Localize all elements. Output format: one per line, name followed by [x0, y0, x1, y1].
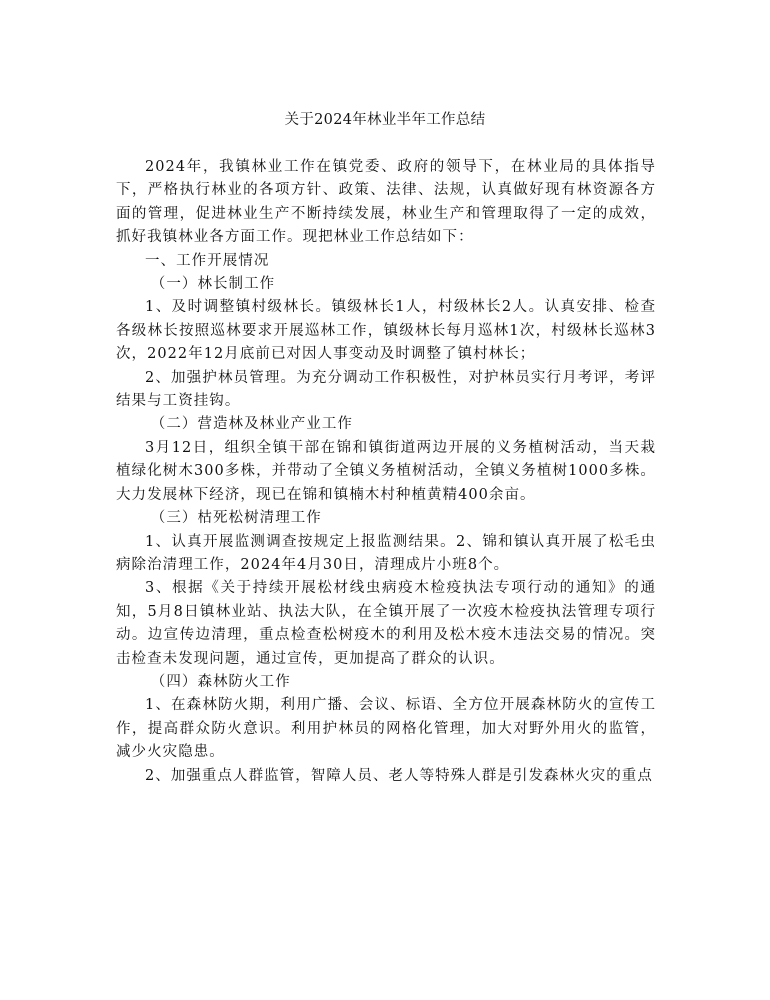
intro-paragraph: 2024年，我镇林业工作在镇党委、政府的领导下，在林业局的具体指导下，严格执行林业的各项方针、政策、法律、法规，认真做好现有林资源各方面的管理，促进林业生产不断持续发展，林业生产和管理取得了一定的成效，抓好我镇林业各方面工作。现把林业工作总结如下： — [116, 159, 656, 246]
subsection-heading-forest-chief: （一）林长制工作 — [150, 276, 276, 293]
section-heading-work-progress: 一、工作开展情况 — [145, 252, 270, 269]
paragraph-fire-prevention-2: 2、加强重点人群监管，智障人员、老人等特殊人群是引发森林火灾的重点 — [145, 767, 653, 784]
paragraph-dead-pine-2: 3、根据《关于持续开展松材线虫病疫木检疫执法专项行动的通知》的通知，5月8日镇林业站、执法大队，在全镇开展了一次疫木检疫执法管理专项行动。边宣传边清理，重点检查松树疫木的利用及松木疫木违法交易的情况。突击检查未发现问题，通过宣传，更加提高了群众的认识。 — [116, 580, 656, 667]
paragraph-afforestation: 3月12日，组织全镇干部在锦和镇街道两边开展的义务植树活动，当天栽植绿化树木300多株，并带动了全镇义务植树活动，全镇义务植树1000多株。大力发展林下经济，现已在锦和镇楠木村种植黄精400余亩。 — [116, 439, 656, 503]
subsection-heading-dead-pine: （三）枯死松树清理工作 — [150, 510, 322, 527]
paragraph-forest-chief-1: 1、及时调整镇村级林长。镇级林长1人，村级林长2人。认真安排、检查各级林长按照巡林要求开展巡林工作，镇级林长每月巡林1次，村级林长巡林3次，2022年12月底前已对因人事变动及时调整了镇村林长； — [116, 299, 656, 363]
paragraph-forest-chief-2: 2、加强护林员管理。为充分调动工作积极性，对护林员实行月考评，考评结果与工资挂钩。 — [116, 369, 656, 410]
document-body — [116, 156, 656, 788]
paragraph-dead-pine-1: 1、认真开展监测调查按规定上报监测结果。2、锦和镇认真开展了松毛虫病除治清理工作，2024年4月30日，清理成片小班8个。 — [116, 533, 656, 573]
subsection-heading-afforestation: （二）营造林及林业产业工作 — [150, 416, 353, 433]
document-title: 关于2024年林业半年工作总结 — [284, 112, 486, 128]
subsection-heading-fire-prevention: （四）森林防火工作 — [150, 673, 291, 690]
paragraph-fire-prevention-1: 1、在森林防火期，利用广播、会议、标语、全方位开展森林防火的宣传工作，提高群众防火意识。利用护林员的网格化管理，加大对野外用火的监管，减少火灾隐患。 — [116, 697, 656, 761]
